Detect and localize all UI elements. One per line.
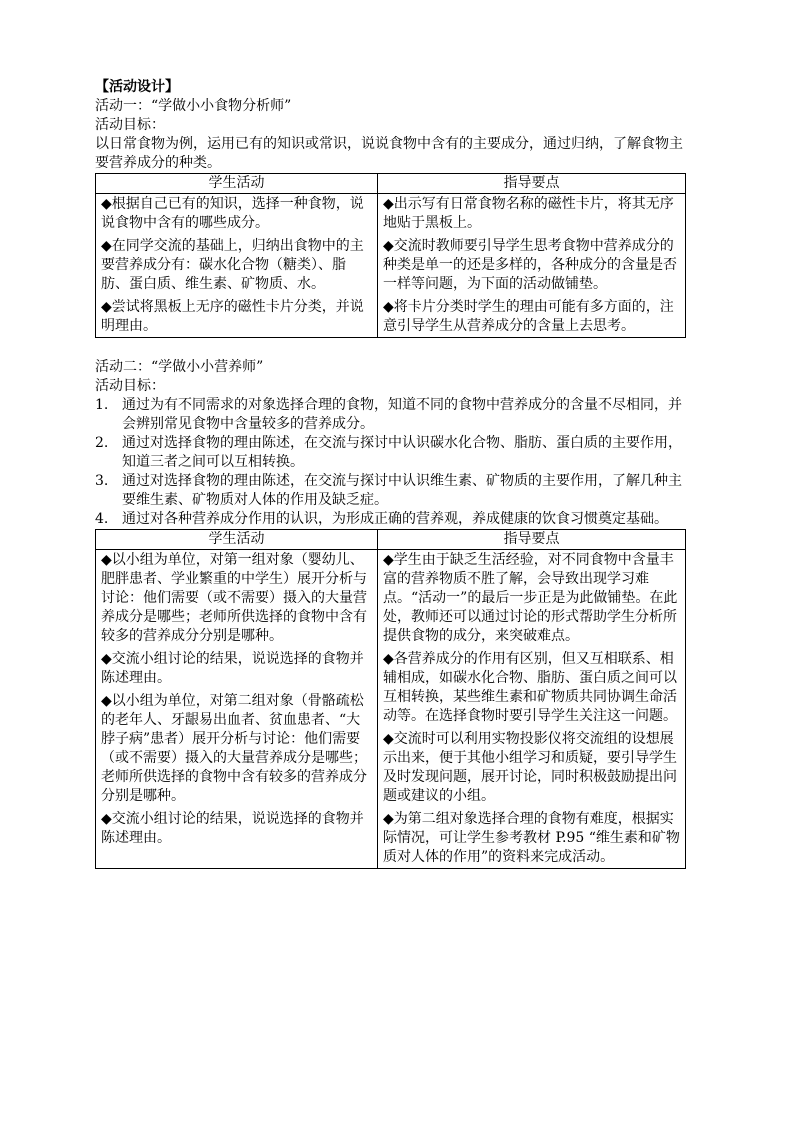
header-guidance-points: 指导要点 <box>378 174 686 194</box>
list-item: ◆以小组为单位，对第二组对象（骨骼疏松的老年人、牙龈易出血者、贫血患者、“大脖子病”患者）展开分析与讨论：他们需要（或不需要）摄入的大量营养成分是哪些；老师所供选择的食物中含有较多的营养成分分别是哪种。 <box>101 693 367 804</box>
guidance-cell <box>378 194 686 338</box>
student-activity-cell <box>96 550 378 869</box>
list-item <box>95 472 685 510</box>
activity2-goal-list <box>95 396 685 529</box>
list-item: ◆为第二组对象选择合理的食物有难度，根据实际情况，可让学生参考教材 P.95 “维生素和矿物质对人体的作用”的资料来完成活动。 <box>383 811 680 865</box>
table-row <box>96 550 686 869</box>
list-item: ◆学生由于缺乏生活经验，对不同食物中含量丰富的营养物质不胜了解，会导致出现学习难点。“活动一”的最后一步正是为此做铺垫。在此处，教师还可以通过讨论的形式帮助学生分析所提供食物的成分，来突破难点。 <box>383 552 678 644</box>
list-item <box>95 434 685 472</box>
list-text: 通过为有不同需求的对象选择合理的食物，知道不同的食物中营养成分的含量不尽相同，并会辨别常见食物中含量较多的营养成分。 <box>122 397 682 432</box>
list-text: 通过对选择食物的理由陈述，在交流与探讨中认识维生素、矿物质的主要作用，了解几种主要维生素、矿物质对人体的作用及缺乏症。 <box>122 473 682 508</box>
table-header-row <box>96 530 686 550</box>
activity1-goal-text: 以日常食物为例，运用已有的知识或常识，说说食物中含有的主要成分，通过归纳，了解食物主要营养成分的种类。 <box>95 136 683 171</box>
list-text: 通过对选择食物的理由陈述，在交流与探讨中认识碳水化合物、脂肪、蛋白质的主要作用，知道三者之间可以互相转换。 <box>122 435 682 470</box>
list-item: ◆根据自己已有的知识，选择一种食物，说说食物中含有的哪些成分。 <box>101 196 364 231</box>
list-item: ◆将卡片分类时学生的理由可能有多方面的，注意引导学生从营养成分的含量上去思考。 <box>383 299 674 334</box>
header-guidance-points: 指导要点 <box>378 530 686 550</box>
list-item: ◆交流小组讨论的结果，说说选择的食物并陈述理由。 <box>101 811 364 846</box>
activity1-goal-label: 活动目标： <box>95 117 165 133</box>
list-item: ◆出示写有日常食物名称的磁性卡片，将其无序地贴于黑板上。 <box>383 196 674 231</box>
activity2-title: 活动二：“学做小小营养师” <box>95 359 264 375</box>
guidance-cell <box>378 550 686 869</box>
section-heading: 【活动设计】 <box>95 79 179 95</box>
header-student-activity: 学生活动 <box>96 530 378 550</box>
student-activity-cell <box>96 194 378 338</box>
activity2-goal-label: 活动目标： <box>95 378 165 394</box>
activity1-title: 活动一：“学做小小食物分析师” <box>95 98 292 114</box>
list-number: 3. <box>95 473 109 489</box>
list-item: ◆在同学交流的基础上，归纳出食物中的主要营养成分有：碳水化合物（糖类）、脂肪、蛋白质、维生素、矿物质、水。 <box>101 238 364 292</box>
table-header-row <box>96 174 686 194</box>
activity1-table <box>95 173 686 338</box>
list-item: ◆交流时教师要引导学生思考食物中营养成分的种类是单一的还是多样的，各种成分的含量是否一样等问题，为下面的活动做铺垫。 <box>383 238 677 292</box>
document-page <box>95 78 685 869</box>
list-number: 2. <box>95 435 109 451</box>
list-number: 1. <box>95 397 109 413</box>
list-item: ◆以小组为单位，对第一组对象（婴幼儿、肥胖患者、学业繁重的中学生）展开分析与讨论：他们需要（或不需要）摄入的大量营养成分是哪些；老师所供选择的食物中含有较多的营养成分分别是哪种。 <box>101 552 367 644</box>
list-item: ◆交流小组讨论的结果，说说选择的食物并陈述理由。 <box>101 651 364 686</box>
activity2-table <box>95 529 686 869</box>
list-item <box>95 510 685 529</box>
list-item <box>95 396 685 434</box>
table-row <box>96 194 686 338</box>
list-text: 通过对各种营养成分作用的认识，为形成正确的营养观，养成健康的饮食习惯奠定基础。 <box>122 511 668 527</box>
list-item: ◆交流时可以利用实物投影仪将交流组的设想展示出来，便于其他小组学习和质疑，要引导学生及时发现问题，展开讨论，同时积极鼓励提出问题或建议的小组。 <box>383 731 677 804</box>
list-item: ◆各营养成分的作用有区别，但又互相联系、相辅相成，如碳水化合物、脂肪、蛋白质之间可以互相转换，某些维生素和矿物质共同协调生命活动等。在选择食物时要引导学生关注这一问题。 <box>383 651 677 724</box>
header-student-activity: 学生活动 <box>96 174 378 194</box>
list-number: 4. <box>95 511 109 527</box>
list-item: ◆尝试将黑板上无序的磁性卡片分类，并说明理由。 <box>101 299 364 334</box>
